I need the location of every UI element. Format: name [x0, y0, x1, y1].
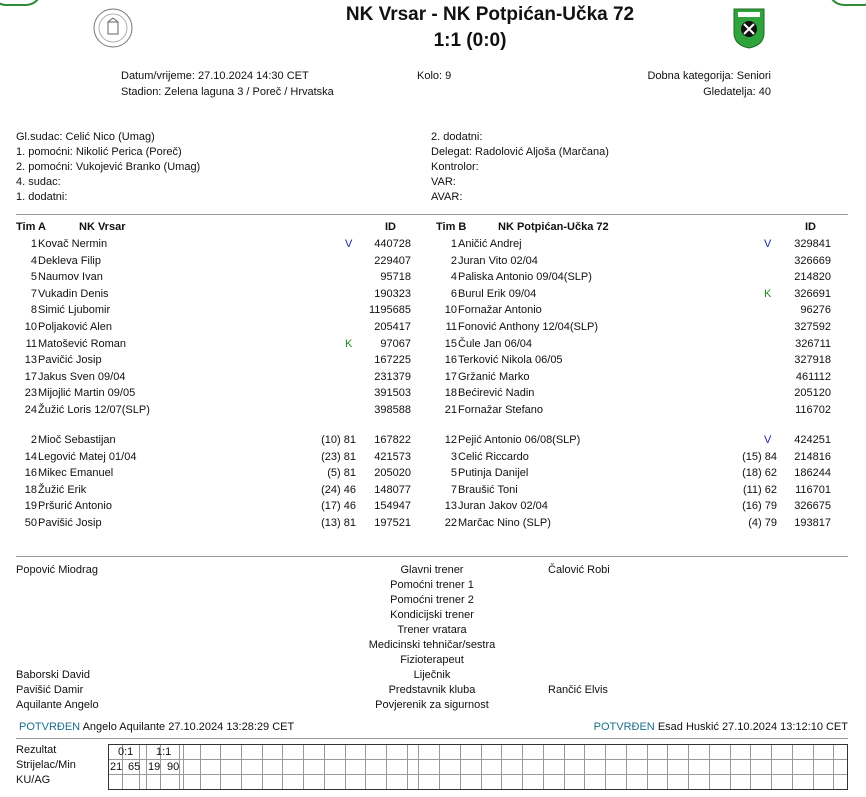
staff-role: Povjerenik za sigurnost [375, 699, 489, 711]
grid-scorer-value: 90 [167, 761, 180, 773]
substitution-info: (5) 81 [327, 467, 356, 480]
player-number: 6 [450, 287, 457, 300]
player-number: 7 [450, 483, 457, 496]
player-id: 205020 [374, 467, 411, 480]
player-name: Dekleva Filip [38, 254, 101, 267]
grid-column-line [183, 745, 184, 789]
official-right-line: VAR: [431, 176, 456, 188]
confirm-right-tag: POTVRĐEN [593, 721, 655, 733]
player-id: 326691 [794, 287, 831, 300]
player-number: 22 [444, 517, 457, 529]
grid-column-line [792, 745, 793, 789]
player-name: Paliska Antonio 09/04(SLP) [458, 271, 592, 284]
player-name: Žužić Loris 12/07(SLP) [38, 404, 150, 416]
player-name: Kovač Nermin [38, 238, 108, 250]
grid-scorer-value: 19 [148, 761, 161, 773]
player-name: Pavičić Josip [38, 354, 102, 367]
player-name: Poljaković Alen [38, 321, 112, 333]
player-id: 116702 [795, 404, 831, 416]
grid-column-line [584, 745, 585, 789]
player-id: 97067 [380, 337, 411, 350]
player-name: Mijojlić Martin 09/05 [38, 387, 136, 400]
grid-column-line [418, 745, 419, 789]
grid-column-line [439, 745, 440, 789]
divider-bottom [16, 738, 848, 739]
staff-role: Predstavnik kluba [388, 684, 476, 696]
staff-away-person: Čalović Robi [548, 564, 610, 576]
player-name: Simić Ljubomir [38, 304, 111, 317]
player-number: 7 [30, 287, 37, 300]
player-id: 167822 [374, 434, 411, 446]
match-spectators: Gledatelja: 40 [703, 86, 771, 98]
player-name: Jakus Sven 09/04 [38, 370, 126, 383]
player-id: 326675 [794, 500, 831, 513]
substitution-info: (4) 79 [748, 517, 777, 529]
goalkeeper-mark: V [764, 238, 772, 250]
staff-role: Pomoćni trener 1 [390, 579, 474, 591]
grid-column-line [262, 745, 263, 789]
player-id: 197521 [374, 517, 411, 529]
player-id: 95718 [380, 271, 411, 284]
player-number: 23 [24, 387, 37, 400]
result-grid [108, 744, 848, 790]
grid-column-line [345, 745, 346, 789]
substitution-info: (18) 62 [742, 467, 777, 480]
player-name: Pejić Antonio 06/08(SLP) [458, 434, 581, 446]
player-id: 229407 [374, 254, 411, 267]
player-number: 5 [450, 467, 457, 480]
substitution-info: (23) 81 [321, 450, 356, 463]
match-score: 1:1 (0:0) [433, 30, 507, 51]
player-name: Pavišić Josip [38, 517, 102, 529]
player-number: 13 [444, 500, 457, 513]
goalkeeper-mark: V [345, 238, 353, 250]
player-name: Fornažar Stefano [458, 404, 543, 416]
player-name: Gržanić Marko [458, 370, 530, 383]
player-name: Čule Jan 06/04 [458, 337, 532, 350]
player-number: 5 [30, 271, 37, 284]
grid-column-line [647, 745, 648, 789]
captain-mark: K [345, 337, 353, 350]
player-name: Bećirević Nadin [458, 387, 535, 400]
grid-column-line [303, 745, 304, 789]
grid-column-line [200, 745, 201, 789]
player-id: 329841 [794, 238, 831, 250]
player-name: Mikec Emanuel [38, 467, 114, 480]
staff-home-person: Pavišić Damir [16, 684, 84, 696]
player-number: 8 [30, 304, 37, 317]
player-id: 205417 [374, 321, 411, 333]
substitution-info: (15) 84 [742, 450, 777, 463]
substitution-info: (16) 79 [742, 500, 777, 513]
player-id: 167225 [374, 354, 411, 367]
player-number: 1 [450, 238, 457, 250]
grid-column-line [481, 745, 482, 789]
player-number: 50 [24, 517, 37, 529]
player-id: 205120 [794, 387, 831, 400]
player-name: Pršurić Antonio [38, 500, 112, 513]
player-number: 17 [444, 370, 457, 383]
staff-home-person: Popović Miodrag [16, 564, 98, 576]
substitution-info: (13) 81 [321, 517, 356, 529]
player-name: Fonović Anthony 12/04(SLP) [458, 321, 599, 333]
grid-column-line [220, 745, 221, 789]
grid-column-line [730, 745, 731, 789]
captain-mark: K [764, 287, 772, 300]
team-b-id-header: ID [805, 221, 816, 233]
player-id: 421573 [374, 450, 411, 463]
player-id: 1195685 [368, 304, 411, 317]
right-crest-arc [828, 0, 866, 6]
player-number: 12 [444, 434, 457, 446]
player-id: 327918 [794, 354, 831, 367]
staff-role: Liječnik [413, 669, 451, 681]
player-number: 14 [24, 450, 37, 463]
player-id: 186244 [794, 467, 831, 480]
staff-home-person: Baborski David [16, 669, 90, 681]
goalkeeper-mark: V [764, 434, 772, 446]
substitution-info: (11) 62 [742, 483, 777, 496]
player-name: Mioč Sebastijan [38, 434, 116, 446]
player-number: 11 [445, 321, 457, 333]
player-name: Naumov Ivan [38, 271, 103, 284]
player-id: 327592 [794, 321, 831, 333]
grid-label-scorer: Strijelac/Min [16, 759, 76, 771]
grid-column-line [522, 745, 523, 789]
player-id: 190323 [374, 287, 411, 300]
team-a-label: Tim A [16, 221, 46, 233]
player-id: 214816 [794, 450, 831, 463]
substitution-info: (10) 81 [321, 434, 356, 446]
player-name: Marčac Nino (SLP) [458, 517, 551, 529]
match-round: Kolo: 9 [417, 70, 452, 82]
player-id: 193817 [794, 517, 831, 529]
player-number: 4 [30, 254, 37, 267]
player-number: 11 [25, 337, 37, 350]
grid-column-line [667, 745, 668, 789]
grid-column-line [605, 745, 606, 789]
confirm-left-text: Angelo Aquilante 27.10.2024 13:28:29 CET [82, 721, 295, 733]
grid-column-line [282, 745, 283, 789]
official-left-line: 4. sudac: [16, 176, 61, 188]
player-number: 16 [24, 467, 37, 480]
player-id: 424251 [794, 434, 831, 446]
grid-column-line [365, 745, 366, 789]
official-right-line: AVAR: [431, 191, 463, 203]
official-left-line: 1. pomoćni: Nikolić Perica (Poreč) [16, 146, 182, 158]
player-name: Juran Jakov 02/04 [458, 500, 548, 513]
grid-result-value: 0:1 [118, 746, 134, 758]
player-name: Legović Matej 01/04 [38, 450, 137, 463]
match-title: NK Vrsar - NK Potpićan-Učka 72 [345, 4, 635, 25]
staff-role: Pomoćni trener 2 [390, 594, 474, 606]
grid-column-line [750, 745, 751, 789]
match-datetime: Datum/vrijeme: 27.10.2024 14:30 CET [121, 70, 309, 82]
staff-away-person: Rančić Elvis [548, 684, 608, 696]
divider-top [16, 214, 848, 215]
player-number: 18 [444, 387, 457, 400]
player-name: Burul Erik 09/04 [458, 287, 537, 300]
grid-column-line [324, 745, 325, 789]
match-stadium: Stadion: Zelena laguna 3 / Poreč / Hrvatska [121, 86, 334, 98]
player-id: 148077 [374, 483, 411, 496]
player-number: 13 [24, 354, 37, 367]
player-number: 10 [24, 321, 37, 333]
staff-role: Medicinski tehničar/sestra [368, 639, 496, 651]
team-b-name: NK Potpićan-Učka 72 [498, 221, 609, 233]
player-name: Terković Nikola 06/05 [458, 354, 563, 367]
player-name: Vukadin Denis [38, 287, 109, 300]
player-id: 214820 [794, 271, 831, 284]
grid-column-line [813, 745, 814, 789]
official-right-line: Delegat: Radolović Aljoša (Marčana) [431, 146, 609, 158]
home-club-crest-icon [93, 8, 133, 48]
staff-role: Trener vratara [397, 624, 467, 636]
player-id: 326711 [795, 337, 831, 350]
player-number: 24 [24, 404, 37, 416]
player-id: 231379 [374, 370, 411, 383]
official-left-line: 1. dodatni: [16, 191, 68, 203]
grid-column-line [460, 745, 461, 789]
player-id: 96276 [800, 304, 831, 317]
staff-role: Glavni trener [400, 564, 464, 576]
player-number: 2 [450, 254, 457, 267]
grid-column-line [688, 745, 689, 789]
grid-column-line [407, 745, 408, 789]
player-id: 154947 [374, 500, 411, 513]
player-number: 1 [30, 238, 37, 250]
player-number: 15 [444, 337, 457, 350]
player-number: 18 [24, 483, 37, 496]
player-id: 398588 [374, 404, 411, 416]
grid-column-line [146, 745, 147, 789]
grid-label-ku: KU/AG [16, 774, 51, 786]
player-number: 2 [30, 434, 37, 446]
team-a-name: NK Vrsar [79, 221, 126, 233]
divider-staff [16, 556, 848, 557]
player-name: Matošević Roman [38, 337, 127, 350]
player-name: Juran Vito 02/04 [458, 254, 538, 267]
official-left-line: Gl.sudac: Celić Nico (Umag) [16, 131, 155, 143]
substitution-info: (17) 46 [321, 500, 356, 513]
player-id: 461112 [795, 370, 831, 383]
grid-column-line [564, 745, 565, 789]
player-number: 19 [24, 500, 37, 513]
player-number: 16 [444, 354, 457, 367]
confirm-left [19, 721, 294, 733]
grid-column-line [241, 745, 242, 789]
player-name: Putinja Danijel [458, 467, 529, 480]
player-name: Braušić Toni [458, 483, 518, 496]
player-number: 17 [24, 370, 37, 383]
official-right-line: 2. dodatni: [431, 131, 483, 143]
grid-column-line [709, 745, 710, 789]
grid-scorer-value: 65 [128, 761, 141, 773]
player-id: 391503 [374, 387, 411, 400]
player-id: 116701 [795, 483, 831, 496]
grid-column-line [543, 745, 544, 789]
left-crest-arc [0, 0, 42, 6]
confirm-right-text: Esad Huskić 27.10.2024 13:12:10 CET [657, 721, 848, 733]
player-name: Celić Riccardo [458, 450, 529, 463]
confirm-left-tag: POTVRĐEN [19, 721, 81, 733]
match-category: Dobna kategorija: Seniori [647, 70, 771, 82]
confirm-right [580, 721, 848, 733]
team-a-id-header: ID [385, 221, 396, 233]
grid-column-line [626, 745, 627, 789]
grid-column-line [771, 745, 772, 789]
grid-label-result: Rezultat [16, 744, 57, 756]
official-right-line: Kontrolor: [431, 161, 479, 173]
player-name: Aničić Andrej [458, 238, 522, 250]
player-number: 4 [450, 271, 457, 284]
away-club-crest-icon [730, 5, 768, 49]
grid-result-value: 1:1 [156, 746, 172, 758]
grid-scorer-value: 21 [110, 761, 123, 773]
player-number: 10 [444, 304, 457, 317]
official-left-line: 2. pomoćni: Vukojević Branko (Umag) [16, 161, 201, 173]
grid-column-line [833, 745, 834, 789]
player-number: 21 [444, 404, 457, 416]
player-id: 326669 [794, 254, 831, 267]
player-number: 3 [450, 450, 457, 463]
team-b-label: Tim B [436, 221, 467, 233]
player-name: Žužić Erik [38, 483, 87, 496]
staff-role: Kondicijski trener [390, 609, 474, 621]
staff-role: Fizioterapeut [400, 654, 464, 666]
grid-column-line [386, 745, 387, 789]
grid-column-line [501, 745, 502, 789]
player-name: Fornažar Antonio [458, 304, 542, 317]
staff-home-person: Aquilante Angelo [16, 699, 99, 711]
substitution-info: (24) 46 [321, 483, 356, 496]
player-id: 440728 [374, 238, 411, 250]
